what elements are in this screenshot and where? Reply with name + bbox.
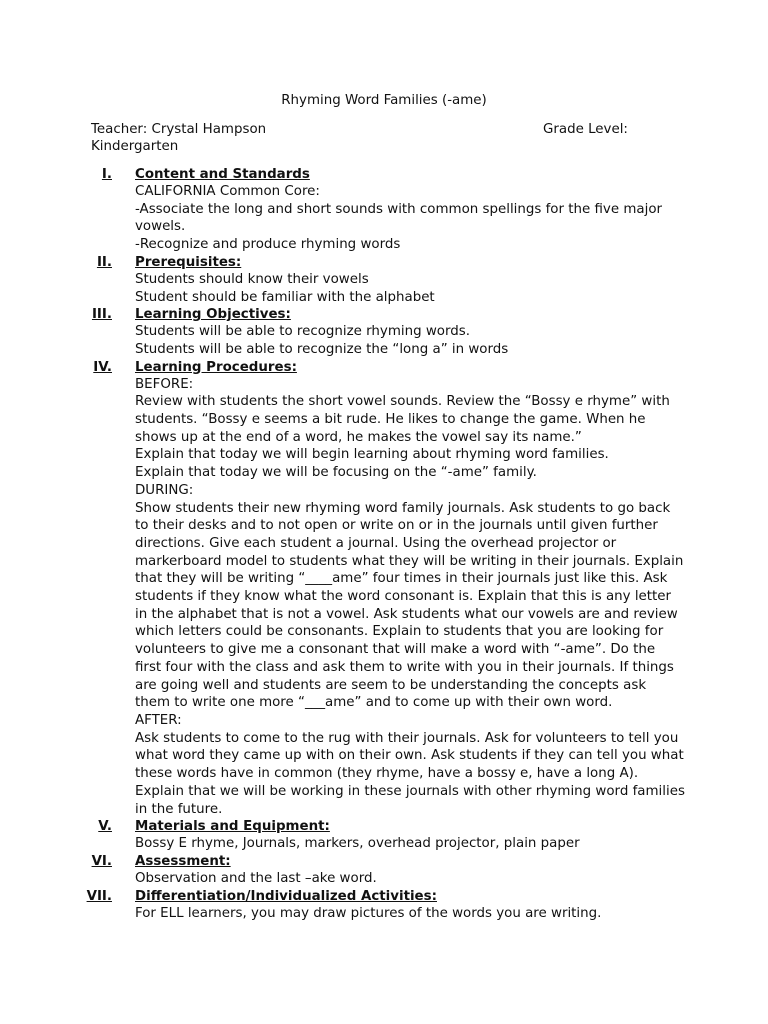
section-heading: Materials and Equipment: xyxy=(135,819,330,835)
teacher-line: Teacher: Crystal Hampson xyxy=(91,122,267,137)
before-paragraph: Review with students the short vowel sounds. Review the “Bossy e rhyme” with students. “Bossy e seems a bit rude. He likes to change the game. When he shows up at the end of a word, he makes the vowel say its name.” xyxy=(135,394,670,445)
section-heading: Learning Objectives: xyxy=(135,307,291,323)
grade-level-value: Kindergarten xyxy=(91,139,179,154)
section-line: Bossy E rhyme, Journals, markers, overhead projector, plain paper xyxy=(135,836,580,852)
before-label: BEFORE: xyxy=(135,376,194,392)
section-line: Students will be able to recognize rhyming words. xyxy=(135,324,471,340)
section-numeral: VII. xyxy=(86,888,112,904)
section-numeral: II. xyxy=(96,254,112,270)
section-heading: Content and Standards xyxy=(135,167,310,182)
page-title: Rhyming Word Families (-ame) xyxy=(281,93,487,108)
section-heading: Learning Procedures: xyxy=(135,359,297,375)
section-line: CALIFORNIA Common Core: xyxy=(135,184,320,199)
during-paragraph: Show students their new rhyming word family journals. Ask students to go back to their desks and to not open or write on or in the journals until given further directions. Give each student a journal. Using the overhead projector or markerboard model to students what they will be writing in their journals. Explain that they will be writing “____ame” four times in their journals just like this. Ask students if they know what the word consonant is. Explain that this is any letter in the alphabet that is not a vowel. Ask students what our vowels are and review which letters could be consonants. Explain to students that you are looking for volunteers to give me a consonant that will make a word with “-ame”. Do the first four with the class and ask them to write with you in their journals. If things are going well and students are seem to be understanding the concepts ask them to write one more “___ame” and to come up with their own word. xyxy=(135,500,684,711)
section-differentiation xyxy=(0,888,768,923)
during-label: DURING: xyxy=(135,482,194,498)
section-prerequisites xyxy=(0,254,768,306)
section-numeral: I. xyxy=(101,167,112,182)
after-label: AFTER: xyxy=(135,712,182,728)
section-numeral: IV. xyxy=(93,359,112,375)
section-numeral: III. xyxy=(91,307,112,323)
section-materials xyxy=(0,818,768,853)
section-heading: Prerequisites: xyxy=(135,254,242,270)
section-heading: Assessment: xyxy=(135,853,231,869)
section-line: For ELL learners, you may draw pictures of the words you are writing. xyxy=(135,905,602,921)
after-paragraph: Ask students to come to the rug with their journals. Ask for volunteers to tell you what word they came up with on their own. Ask students if they can tell you what these words have in common (they rhyme, have a bossy e, have a long A). Explain that we will be working in these journals with other rhyming word families in the future. xyxy=(135,730,685,817)
section-learning-procedures xyxy=(0,359,768,819)
section-heading: Differentiation/Individualized Activities: xyxy=(135,888,437,904)
section-line: Student should be familiar with the alphabet xyxy=(135,289,435,305)
section-line: -Recognize and produce rhyming words xyxy=(135,237,401,253)
section-numeral: V. xyxy=(98,819,112,835)
section-learning-objectives xyxy=(0,306,768,358)
section-line: -Associate the long and short sounds with common spellings for the five major vowels. xyxy=(135,201,663,235)
section-assessment xyxy=(0,853,768,888)
section-line: Explain that today we will begin learning about rhyming word families. xyxy=(135,447,609,463)
section-line: Students should know their vowels xyxy=(135,271,369,287)
section-line: Observation and the last –ake word. xyxy=(135,870,377,886)
section-line: Explain that today we will be focusing on the “-ame” family. xyxy=(135,465,537,481)
section-line: Students will be able to recognize the “long a” in words xyxy=(135,341,509,357)
section-content-standards xyxy=(0,166,768,254)
lesson-outline xyxy=(0,166,768,922)
grade-level-label: Grade Level: xyxy=(543,122,628,137)
section-numeral: VI. xyxy=(91,853,112,869)
